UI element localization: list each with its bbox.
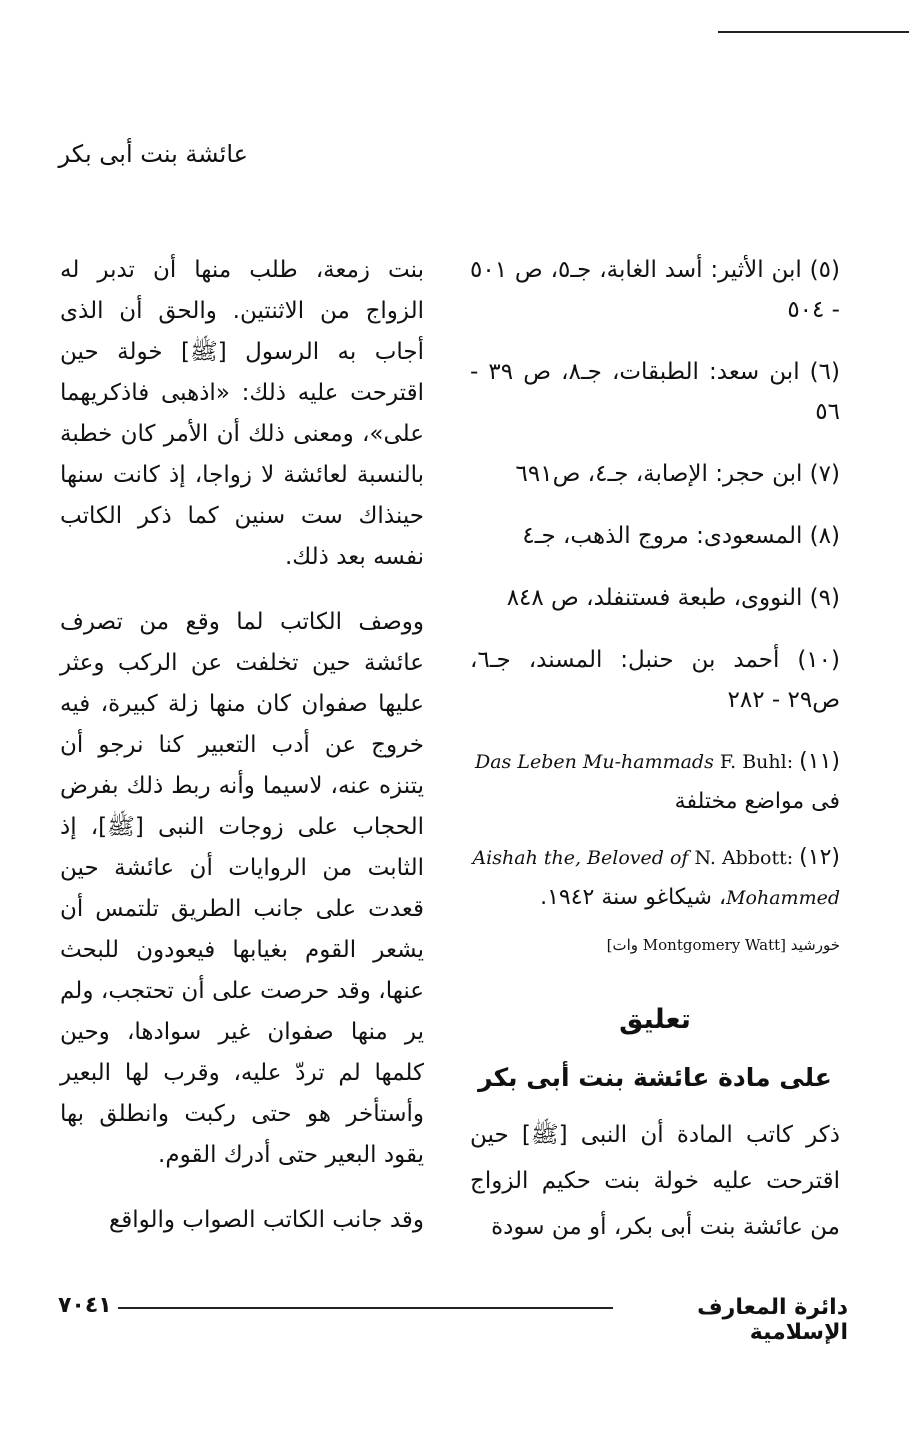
footnote-11-note: فى مواضع مختلفة bbox=[674, 789, 840, 814]
body-paragraph-1: بنت زمعة، طلب منها أن تدبر له الزواج من الاثنتين. والحق أن الذى أجاب به الرسول [ﷺ] خولة حين اقترحت عليه ذلك: «اذهبى فاذكريهما على»، ومعنى ذلك أن الأمر كان خطبة بالنسبة لعائشة لا زواجا، إذ كانت سنها حينذاك ست سنين كما ذكر الكاتب نفسه بعد ذلك. bbox=[60, 257, 424, 570]
footnote-12-note: ، شيكاغو سنة ١٩٤٢. bbox=[540, 885, 727, 910]
translator-name: خورشيد bbox=[790, 936, 840, 954]
publication-title: دائرة المعارف الإسلامية bbox=[697, 1295, 848, 1345]
footnote-12-number: (١٢) bbox=[799, 845, 840, 870]
commentary-title: تعليق bbox=[619, 1004, 691, 1035]
body-paragraph-3: وقد جانب الكاتب الصواب والواقع bbox=[108, 1207, 424, 1233]
footnote-10: (١٠) أحمد بن حنبل: المسند، جـ٦، ص٢٩ - ٢٨٢ bbox=[470, 647, 840, 713]
footnote-6: (٦) ابن سعد: الطبقات، جـ٨، ص ٣٩ - ٥٦ bbox=[470, 359, 840, 425]
footnote-8: (٨) المسعودى: مروج الذهب، جـ٤ bbox=[522, 523, 840, 549]
page-number: ٧٠٤١ bbox=[58, 1293, 112, 1318]
footnote-5: (٥) ابن الأثير: أسد الغابة، جـ٥، ص ٥٠١ - ٥٠٤ bbox=[470, 257, 840, 323]
running-title: عائشة بنت أبى بكر bbox=[58, 140, 248, 168]
footnote-12 bbox=[470, 838, 840, 918]
footer-rule bbox=[118, 1307, 613, 1309]
footnote-12-author: N. Abbott: bbox=[694, 847, 794, 869]
footnote-11-title: Das Leben Mu-hammads bbox=[475, 751, 714, 773]
footnote-11-author: F. Buhl: bbox=[719, 751, 794, 773]
footnote-11 bbox=[470, 742, 840, 822]
commentary-text: ذكر كاتب المادة أن النبى [ﷺ] حين اقترحت عليه خولة بنت حكيم الزواج من عائشة بنت أبى بكر، أو من سودة bbox=[470, 1122, 840, 1240]
footnote-9: (٩) النووى، طبعة فستنفلد، ص ٨٤٨ bbox=[506, 585, 840, 611]
body-paragraph-2: ووصف الكاتب لما وقع من تصرف عائشة حين تخلفت عن الركب وعثر عليها صفوان كان منها زلة كبيرة، فيه خروج عن أدب التعبير كنا نرجو أن يتنزه عنه، لاسيما وأنه ربط ذلك بفرض الحجاب على زوجات النبى [ﷺ]، إذ الثابت من الروايات أن عائشة حين قعدت على جانب الطريق تلتمس أن يشعر القوم بغيابها فيعودون للبحث عنها، وقد حرصت على أن تحتجب، ولم ير منها صفوان غير سوادها، وحين كلمها لم تردّ عليه، وقرب لها البعير وأستأخر هو حتى ركبت وانطلق بها يقود البعير حتى أدرك القوم. bbox=[60, 609, 424, 1168]
footnotes-column bbox=[470, 250, 840, 1250]
footnote-7: (٧) ابن حجر: الإصابة، جـ٤، ص٦٩١ bbox=[515, 461, 840, 487]
top-rule bbox=[718, 31, 909, 33]
translator-original: [وات Montgomery Watt] bbox=[606, 936, 786, 954]
footnote-12-title: Aishah the, Beloved of Mohammed bbox=[472, 847, 840, 909]
commentary-subtitle: على مادة عائشة بنت أبى بكر bbox=[478, 1063, 832, 1092]
body-column bbox=[60, 250, 424, 1241]
translator-credit bbox=[470, 934, 840, 956]
footnote-11-number: (١١) bbox=[799, 749, 840, 774]
